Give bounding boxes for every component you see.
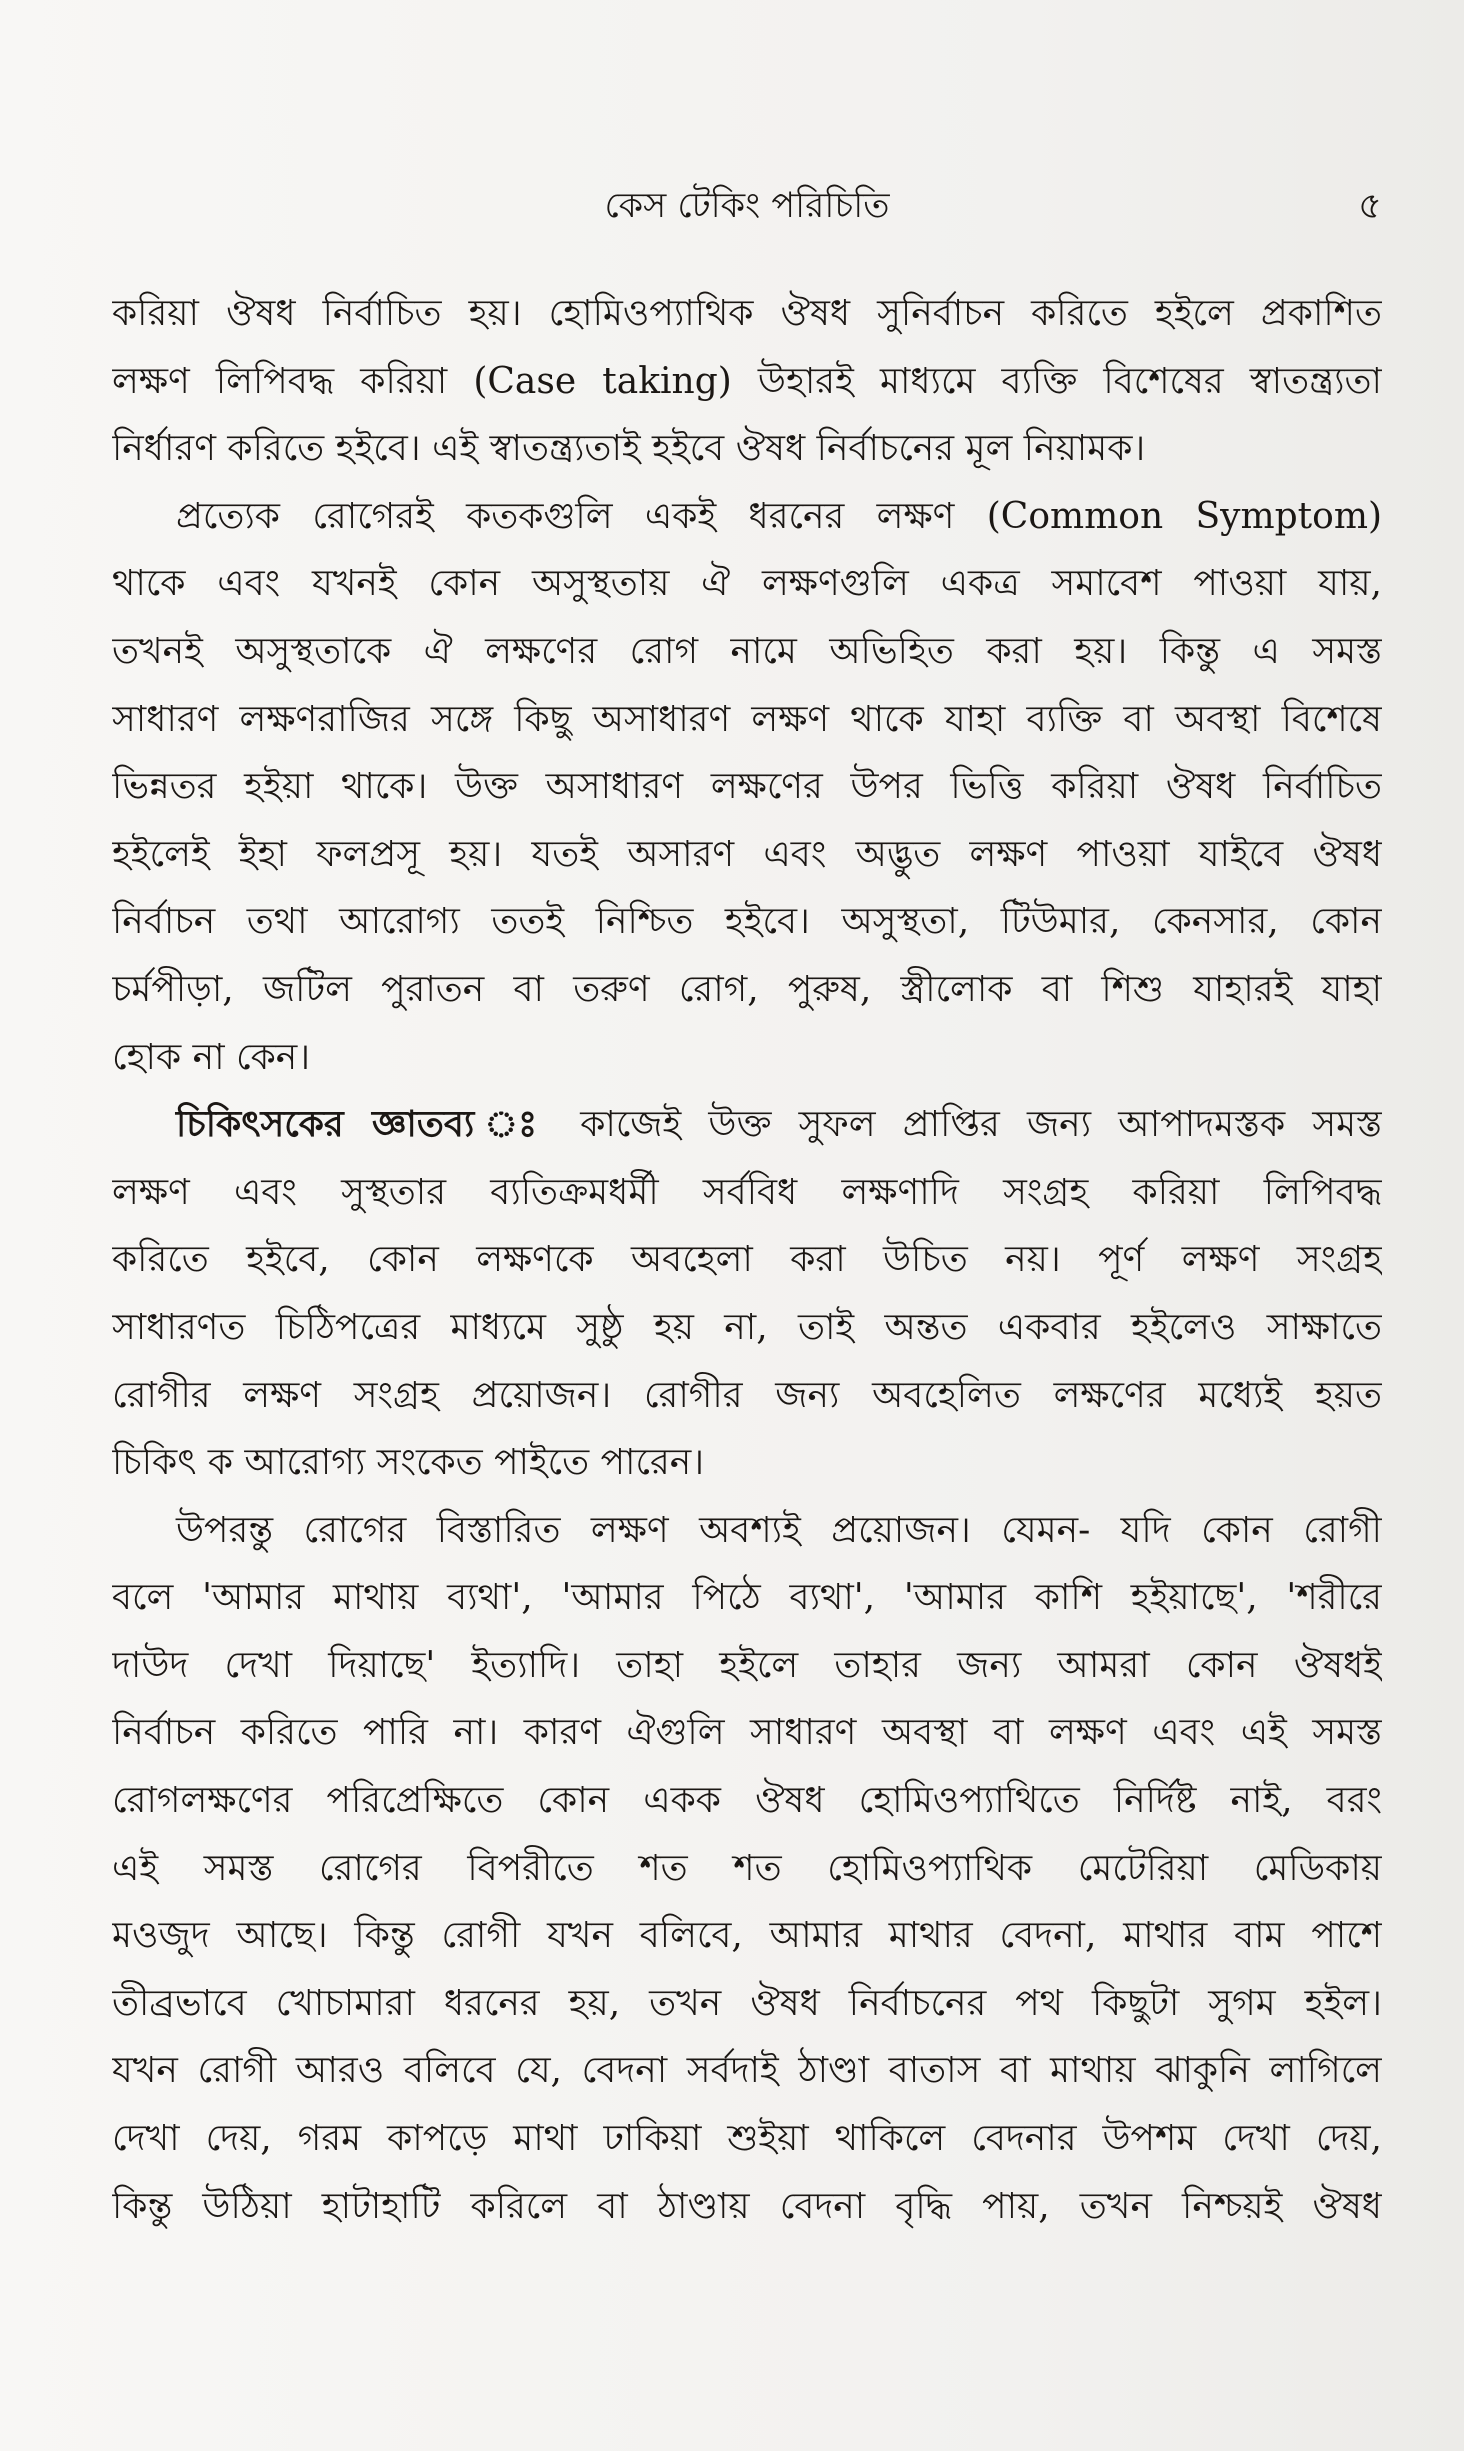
- running-header-title: কেস টেকিং পরিচিতি: [604, 186, 890, 226]
- section-heading-continuation: কাজেই উক্ত সুফল প্রাপ্তির জন্য আপাদমস্তক সমস্ত: [580, 1104, 1382, 1146]
- text-line: যখন রোগী আরও বলিবে যে, বেদনা সর্বদাই ঠাণ্ডা বাতাস বা মাথায় ঝাকুনি লাগিলে: [112, 2050, 1382, 2092]
- text-line: লক্ষণ লিপিবদ্ধ করিয়া (Case taking) উহারই মাধ্যমে ব্যক্তি বিশেষের স্বাতন্ত্র্যতা: [112, 360, 1382, 402]
- body-text: [112, 280, 1382, 2240]
- text-line: চিকিৎ ক আরোগ্য সংকেত পাইতে পারেন।: [112, 1442, 705, 1484]
- text-line: কিন্তু উঠিয়া হাটাহাটি করিলে বা ঠাণ্ডায় বেদনা বৃদ্ধি পায়, তখন নিশ্চয়ই ঔষধ: [112, 2185, 1382, 2227]
- text-line: চর্মপীড়া, জটিল পুরাতন বা তরুণ রোগ, পুরুষ, স্ত্রীলোক বা শিশু যাহারই যাহা: [112, 968, 1382, 1010]
- text-line: নির্ধারণ করিতে হইবে। এই স্বাতন্ত্র্যতাই হইবে ঔষধ নির্বাচনের মূল নিয়ামক।: [112, 428, 1146, 470]
- text-line: লক্ষণ এবং সুস্থতার ব্যতিক্রমধর্মী সর্ববিধ লক্ষণাদি সংগ্রহ করিয়া লিপিবদ্ধ: [112, 1171, 1382, 1213]
- text-line: থাকে এবং যখনই কোন অসুস্থতায় ঐ লক্ষণগুলি একত্র সমাবেশ পাওয়া যায়,: [112, 563, 1382, 605]
- text-line: উপরন্তু রোগের বিস্তারিত লক্ষণ অবশ্যই প্রয়োজন। যেমন- যদি কোন রোগী: [176, 1509, 1382, 1551]
- text-line: হইলেই ইহা ফলপ্রসূ হয়। যতই অসারণ এবং অদ্ভুত লক্ষণ পাওয়া যাইবে ঔষধ: [112, 833, 1382, 875]
- text-line: তীব্রভাবে খোচামারা ধরনের হয়, তখন ঔষধ নির্বাচনের পথ কিছুটা সুগম হইল।: [112, 1982, 1382, 2024]
- text-line: সাধারণত চিঠিপত্রের মাধ্যমে সুষ্ঠু হয় না, তাই অন্তত একবার হইলেও সাক্ষাতে: [112, 1306, 1382, 1348]
- text-line: রোগলক্ষণের পরিপ্রেক্ষিতে কোন একক ঔষধ হোমিওপ্যাথিতে নির্দিষ্ট নাই, বরং: [112, 1780, 1382, 1822]
- text-line: মওজুদ আছে। কিন্তু রোগী যখন বলিবে, আমার মাথার বেদনা, মাথার বাম পাশে: [112, 1915, 1382, 1957]
- text-line: ভিন্নতর হইয়া থাকে। উক্ত অসাধারণ লক্ষণের উপর ভিত্তি করিয়া ঔষধ নির্বাচিত: [112, 766, 1382, 808]
- text-line: তখনই অসুস্থতাকে ঐ লক্ষণের রোগ নামে অভিহিত করা হয়। কিন্তু এ সমস্ত: [112, 630, 1382, 672]
- text-line: করিয়া ঔষধ নির্বাচিত হয়। হোমিওপ্যাথিক ঔষধ সুনির্বাচন করিতে হইলে প্রকাশিত: [112, 293, 1382, 334]
- text-line: নির্বাচন তথা আরোগ্য ততই নিশ্চিত হইবে। অসুস্থতা, টিউমার, কেনসার, কোন: [112, 901, 1382, 943]
- running-header: [112, 178, 1382, 234]
- text-line: [112, 1091, 1382, 1159]
- text-line: প্রত্যেক রোগেরই কতকগুলি একই ধরনের লক্ষণ (Common Symptom): [176, 495, 1382, 537]
- text-line: রোগীর লক্ষণ সংগ্রহ প্রয়োজন। রোগীর জন্য অবহেলিত লক্ষণের মধ্যেই হয়ত: [112, 1374, 1382, 1416]
- text-line: এই সমস্ত রোগের বিপরীতে শত শত হোমিওপ্যাথিক মেটেরিয়া মেডিকায়: [112, 1847, 1382, 1889]
- text-line: করিতে হইবে, কোন লক্ষণকে অবহেলা করা উচিত নয়। পূর্ণ লক্ষণ সংগ্রহ: [112, 1239, 1382, 1281]
- text-line: দাউদ দেখা দিয়াছে' ইত্যাদি। তাহা হইলে তাহার জন্য আমরা কোন ঔষধই: [112, 1644, 1382, 1686]
- text-line: নির্বাচন করিতে পারি না। কারণ ঐগুলি সাধারণ অবস্থা বা লক্ষণ এবং এই সমস্ত: [112, 1712, 1382, 1754]
- text-line: বলে 'আমার মাথায় ব্যথা', 'আমার পিঠে ব্যথা', 'আমার কাশি হইয়াছে', 'শরীরে: [112, 1577, 1382, 1619]
- text-line: সাধারণ লক্ষণরাজির সঙ্গে কিছু অসাধারণ লক্ষণ থাকে যাহা ব্যক্তি বা অবস্থা বিশেষে: [112, 698, 1382, 740]
- text-line: হোক না কেন।: [112, 1036, 311, 1078]
- page-number: ৫: [1357, 184, 1382, 227]
- section-heading: চিকিৎসকের জ্ঞাতব্য ঃ: [176, 1103, 553, 1146]
- text-line: দেখা দেয়, গরম কাপড়ে মাথা ঢাকিয়া শুইয়া থাকিলে বেদনার উপশম দেখা দেয়,: [112, 2118, 1382, 2160]
